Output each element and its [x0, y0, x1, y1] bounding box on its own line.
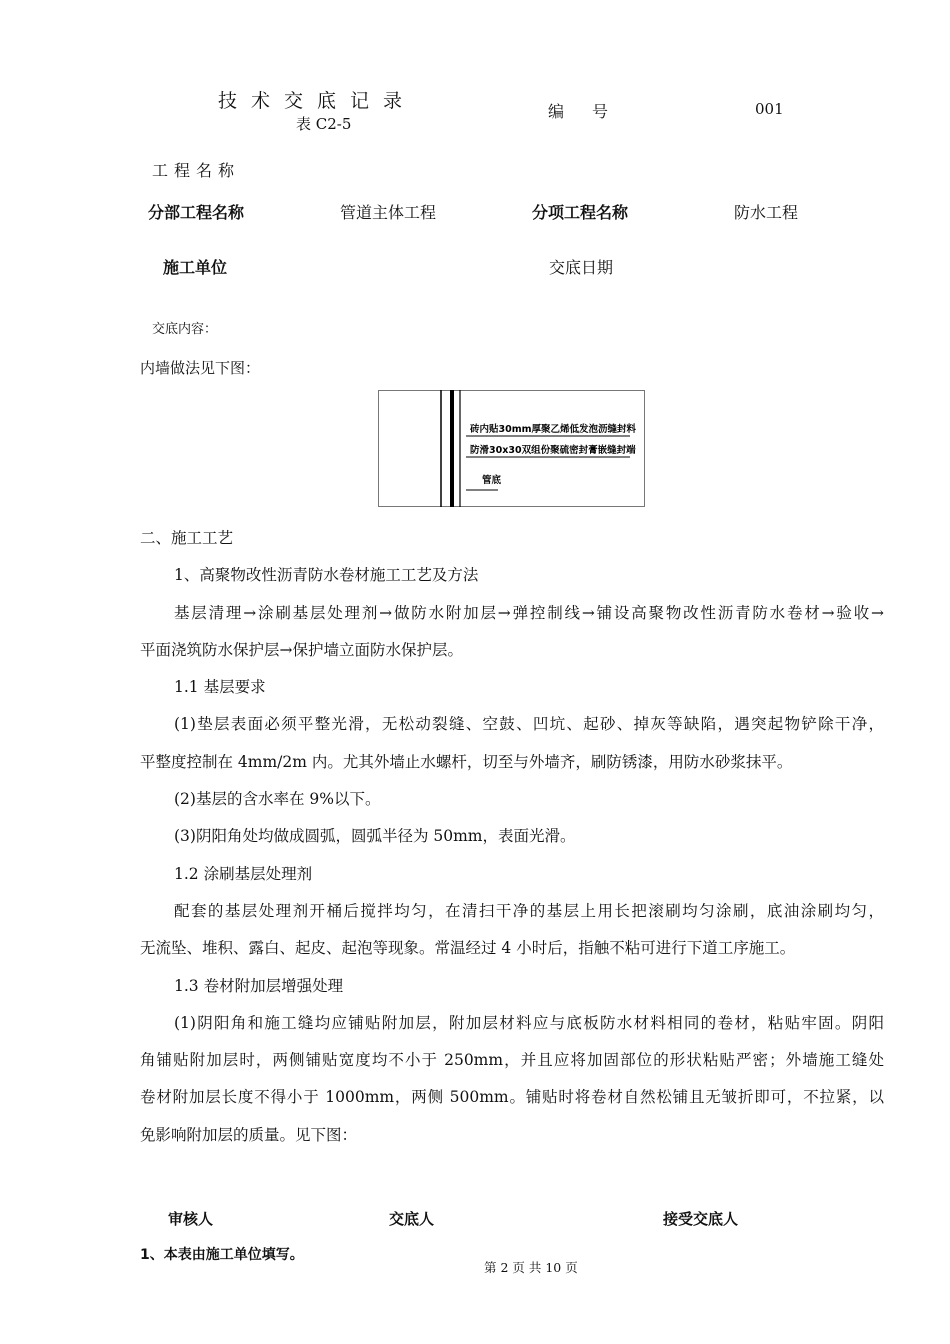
item-heading-1-2: 1.2 涂刷基层处理剂: [174, 864, 313, 883]
subsection-heading: 1、高聚物改性沥青防水卷材施工工艺及方法: [174, 566, 479, 585]
receiver-label: 接受交底人: [663, 1210, 739, 1228]
additional-layer-line-2: 角铺贴附加层时，两侧铺贴宽度均不小于 250mm，并且应将加固部位的形状粘贴严密；外墙施工缝处: [140, 1051, 884, 1070]
item-heading-1-1: 1.1 基层要求: [174, 678, 266, 697]
form-note: 1、本表由施工单位填写。: [140, 1247, 304, 1263]
figure-label-3: 管底: [482, 475, 502, 486]
reviewer-label: 审核人: [168, 1210, 214, 1228]
additional-layer-line-1: (1)阴阳角和施工缝均应铺贴附加层，附加层材料应与底板防水材料相同的卷材，粘贴牢固。阴阳: [174, 1013, 884, 1032]
wall-method-text: 内墙做法见下图：: [140, 359, 261, 377]
figure-label-2: 防滑30x30双组份聚硫密封膏嵌缝封端: [470, 445, 636, 456]
process-flow-line-1: 基层清理→涂刷基层处理剂→做防水附加层→弹控制线→铺设高聚物改性沥青防水卷材→验收→: [174, 603, 884, 622]
document-title: 技术交底记录: [218, 90, 417, 112]
base-req-3: (3)阴阳角处均做成圆弧，圆弧半径为 50mm，表面光滑。: [174, 827, 576, 846]
content-label: 交底内容：: [152, 322, 218, 337]
primer-line-1: 配套的基层处理剂开桶后搅拌均匀，在清扫干净的基层上用长把滚刷均匀涂刷，底油涂刷均匀，: [174, 901, 884, 920]
form-code: 表 C2-5: [296, 115, 352, 133]
figure-label-1: 砖内贴30mm厚聚乙烯低发泡沥缝封料: [470, 424, 637, 435]
base-req-1-line-1: (1)垫层表面必须平整光滑，无松动裂缝、空鼓、凹坑、起砂、掉灰等缺陷，遇突起物铲除干净，: [174, 715, 884, 734]
process-flow-line-2: 平面浇筑防水保护层→保护墙立面防水保护层。: [140, 640, 463, 659]
page-number: 第 2 页 共 10 页: [484, 1260, 578, 1275]
disclosure-date-label: 交底日期: [549, 258, 614, 277]
inner-wall-detail-figure: [378, 390, 645, 507]
base-req-1-line-2: 平整度控制在 4mm/2m 内。尤其外墙止水螺杆，切至与外墙齐，刷防锈漆，用防水砂浆抹平。: [140, 752, 793, 771]
number-label: 编号: [548, 102, 637, 121]
construction-process-text: [140, 520, 884, 1154]
item-project-value: 防水工程: [734, 203, 799, 222]
primer-line-2: 无流坠、堆积、露白、起皮、起泡等现象。常温经过 4 小时后，指触不粘可进行下道工序施工。: [140, 939, 796, 958]
construction-unit-label: 施工单位: [163, 258, 228, 277]
sub-project-label: 分部工程名称: [148, 203, 245, 222]
additional-layer-line-3: 卷材附加层长度不得小于 1000mm，两侧 500mm。铺贴时将卷材自然松铺且无皱折即可，不拉紧，以: [140, 1088, 884, 1107]
base-req-2: (2)基层的含水率在 9%以下。: [174, 790, 381, 809]
item-heading-1-3: 1.3 卷材附加层增强处理: [174, 976, 344, 995]
sub-project-value: 管道主体工程: [340, 203, 437, 222]
project-name-label: 工程名称: [152, 161, 241, 180]
discloser-label: 交底人: [389, 1210, 435, 1228]
number-value: 001: [755, 100, 784, 118]
item-project-label: 分项工程名称: [532, 203, 629, 222]
section-heading: 二、施工工艺: [140, 529, 234, 547]
additional-layer-line-4: 免影响附加层的质量。见下图：: [140, 1125, 358, 1144]
